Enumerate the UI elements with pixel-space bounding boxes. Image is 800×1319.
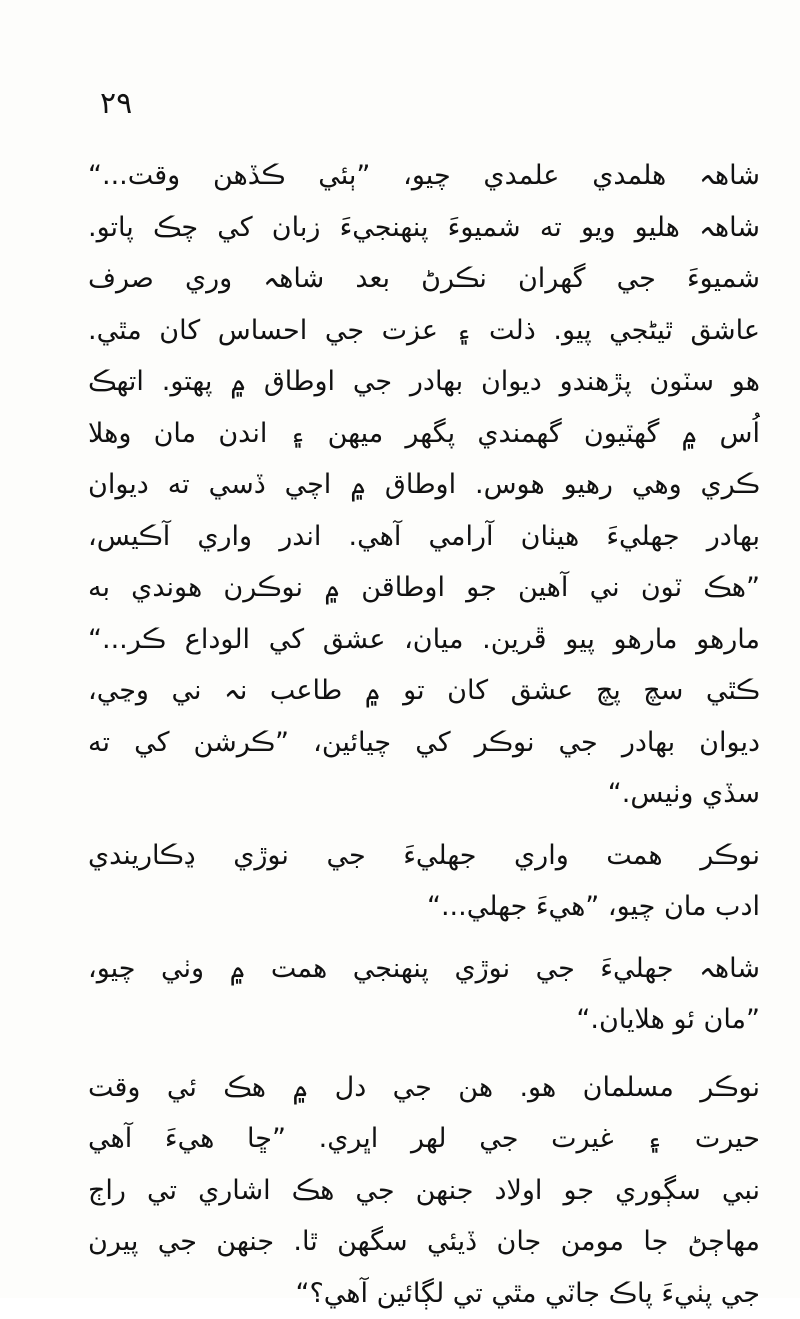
text-line: اُس ۾ گهٽيون گهمندي پگهر ميهن ۽ اندن مان وهلا xyxy=(88,408,760,460)
paragraph-2 xyxy=(88,830,760,933)
paragraph-1 xyxy=(88,150,760,820)
text-line: ”مان ئو هلايان.“ xyxy=(88,994,760,1046)
text-line: شاهہ ھلمدي علمدي چيو، ”ٻئي ڪڏهن وقت...“ xyxy=(88,150,760,202)
text-line: ”هڪ ٽون ني آهين جو اوطاقن ۾ نوڪرن هوندي به xyxy=(88,562,760,614)
paragraph-3 xyxy=(88,943,760,1046)
text-line: ڪٿي سچ پچ عشق کان تو ۾ طاعب نہ ني وڃي، xyxy=(88,665,760,717)
paragraph-gap xyxy=(88,820,760,830)
text-line: مارهو مارهو پيو ڦرين. ميان، عشق کي الوداع ڪر...“ xyxy=(88,614,760,666)
text-line: هو سٽون پڙهندو ديوان بهادر جي اوطاق ۾ پهتو. اتهڪ xyxy=(88,356,760,408)
text-line: شاهہ جهليءَ جي نوڙي پنهنجي همت ۾ وٺي چيو، xyxy=(88,943,760,995)
text-line: نبي سڳوري جو اولاد جنهن جي هڪ اشاري تي راڄ xyxy=(88,1165,760,1217)
text-line: بهادر جهليءَ هيٺان آرامي آهي. اندر واري آڪيس، xyxy=(88,511,760,563)
paragraph-gap xyxy=(88,1046,760,1062)
text-line: شميوءَ جي گهران نڪرڻ بعد شاهہ وري صرف xyxy=(88,253,760,305)
text-line: سڏي وٺيس.“ xyxy=(88,768,760,820)
paragraph-4 xyxy=(88,1062,760,1319)
text-line: حيرت ۽ غيرت جي لهر اڀري. ”ڇا هيءَ آهي xyxy=(88,1113,760,1165)
paragraph-gap xyxy=(88,933,760,943)
text-line: ادب مان چيو، ”هيءَ جهلي...“ xyxy=(88,881,760,933)
text-line: مهاڄڻ جا مومن جان ڏيئي سگهن ٿا. جنهن جي پيرن xyxy=(88,1216,760,1268)
page-body xyxy=(88,150,760,1319)
text-line: ديوان بهادر جي نوڪر کي چيائين، ”ڪرشن کي ته xyxy=(88,717,760,769)
text-line: نوڪر همت واري جهليءَ جي نوڙي ڍڪاريندي xyxy=(88,830,760,882)
page-number: ٢٩ xyxy=(100,86,132,122)
text-line: جي پٺيءَ پاڪ جاٽي مٿي تي لڳائين آهي؟“ xyxy=(88,1268,760,1319)
text-line: عاشق ٿيڻجي پيو. ذلت ۽ عزت جي احساس کان مٿي. xyxy=(88,305,760,357)
text-line: شاهہ هليو ويو ته شميوءَ پنهنجيءَ زبان کي چڪ پاتو. xyxy=(88,202,760,254)
text-line: ڪري وهي رهيو هوس. اوطاق ۾ اچي ڏسي ته ديوان xyxy=(88,459,760,511)
text-line: نوڪر مسلمان هو. هن جي دل ۾ هڪ ئي وقت xyxy=(88,1062,760,1114)
